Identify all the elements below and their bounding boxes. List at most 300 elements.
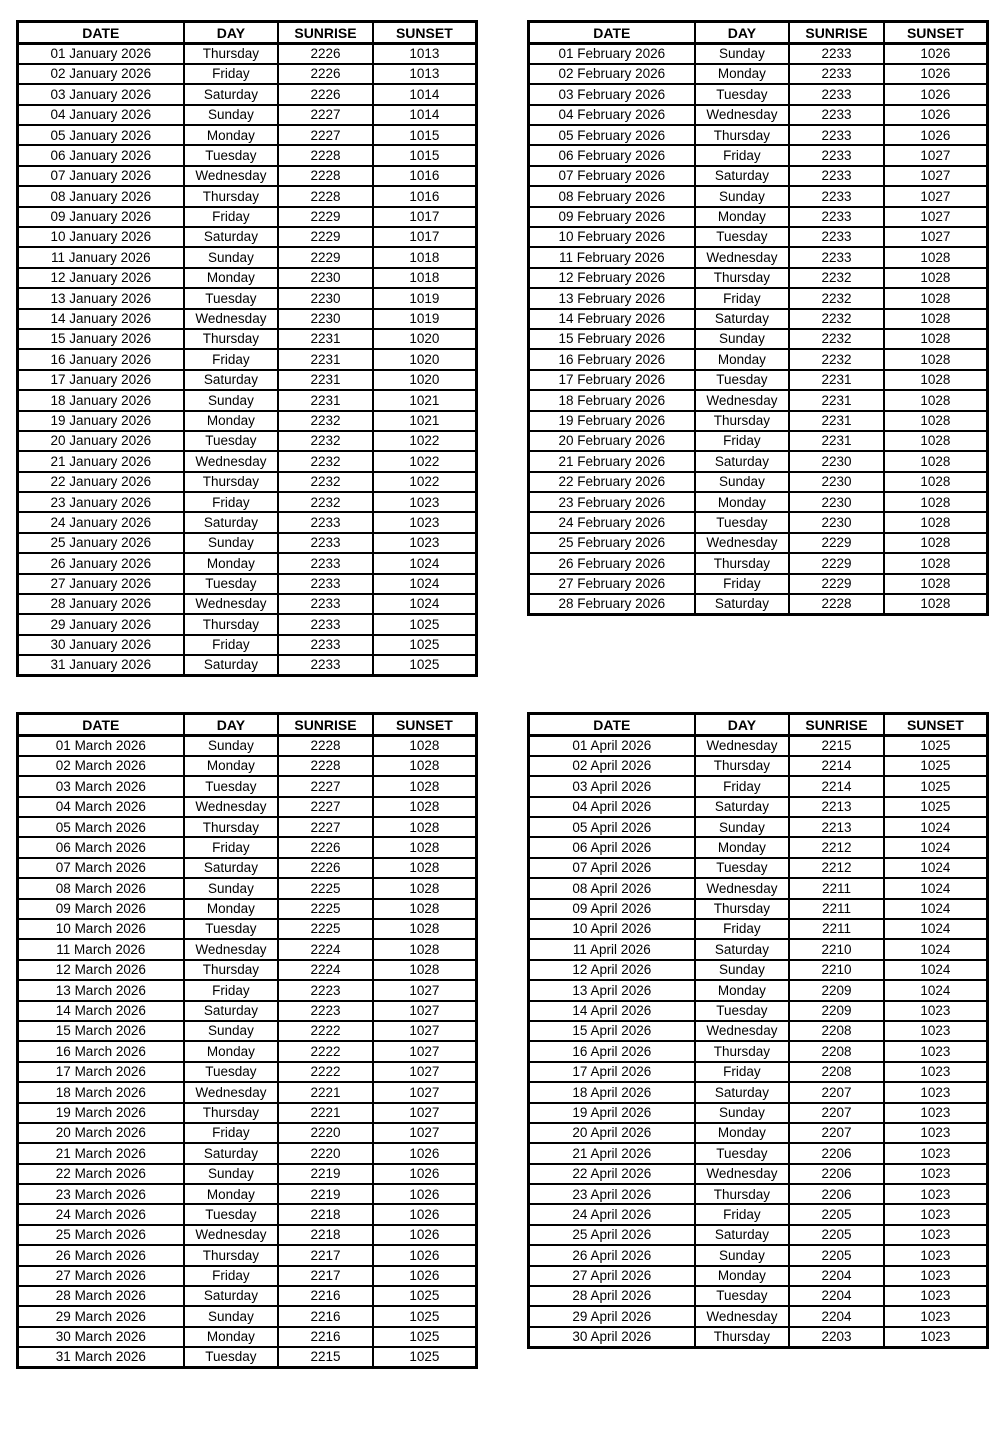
sunset-cell: 1028 <box>373 960 477 980</box>
day-cell: Monday <box>695 980 790 1000</box>
table-row <box>529 756 988 776</box>
sunrise-cell: 2206 <box>789 1164 884 1184</box>
day-cell: Tuesday <box>184 919 279 939</box>
sunset-cell: 1026 <box>884 64 988 84</box>
table-row <box>529 349 988 369</box>
day-cell: Tuesday <box>184 776 279 796</box>
table-row <box>18 533 477 553</box>
table-row <box>529 837 988 857</box>
sunrise-cell: 2217 <box>278 1245 373 1265</box>
day-cell: Thursday <box>695 268 790 288</box>
sunset-cell: 1028 <box>884 349 988 369</box>
table-row <box>18 1021 477 1041</box>
sunrise-cell: 2233 <box>789 125 884 145</box>
sunrise-cell: 2222 <box>278 1062 373 1082</box>
sunrise-cell: 2212 <box>789 837 884 857</box>
sunrise-cell: 2205 <box>789 1225 884 1245</box>
date-cell: 19 March 2026 <box>18 1103 184 1123</box>
date-cell: 13 April 2026 <box>529 980 695 1000</box>
date-cell: 02 March 2026 <box>18 756 184 776</box>
sunrise-cell: 2209 <box>789 980 884 1000</box>
header-row <box>529 714 988 736</box>
sunset-cell: 1018 <box>373 247 477 267</box>
sunrise-cell: 2222 <box>278 1021 373 1041</box>
sunrise-cell: 2228 <box>278 145 373 165</box>
sunrise-cell: 2220 <box>278 1123 373 1143</box>
table-row <box>529 207 988 227</box>
day-cell: Wednesday <box>184 451 279 471</box>
sunset-cell: 1028 <box>373 878 477 898</box>
table-row <box>18 145 477 165</box>
date-cell: 09 March 2026 <box>18 899 184 919</box>
sunset-cell: 1026 <box>884 84 988 104</box>
table-row <box>529 1143 988 1163</box>
date-cell: 19 February 2026 <box>529 411 695 431</box>
day-cell: Monday <box>695 64 790 84</box>
sunset-cell: 1023 <box>884 1103 988 1123</box>
date-cell: 19 April 2026 <box>529 1103 695 1123</box>
sunrise-cell: 2230 <box>789 492 884 512</box>
sunset-cell: 1023 <box>884 1306 988 1326</box>
sunrise-cell: 2211 <box>789 878 884 898</box>
table-row <box>529 390 988 410</box>
day-cell: Friday <box>184 349 279 369</box>
sunrise-cell: 2230 <box>789 451 884 471</box>
day-cell: Tuesday <box>695 512 790 532</box>
sunset-cell: 1018 <box>373 268 477 288</box>
day-cell: Monday <box>695 837 790 857</box>
header-row <box>529 22 988 44</box>
day-cell: Thursday <box>184 817 279 837</box>
day-cell: Monday <box>695 1266 790 1286</box>
date-cell: 15 April 2026 <box>529 1021 695 1041</box>
sunrise-cell: 2226 <box>278 837 373 857</box>
sunset-cell: 1023 <box>884 1327 988 1347</box>
table-row <box>18 1001 477 1021</box>
day-cell: Monday <box>695 349 790 369</box>
sunset-cell: 1022 <box>373 431 477 451</box>
column-header: SUNSET <box>373 22 477 44</box>
sunset-cell: 1026 <box>884 105 988 125</box>
table-row <box>18 1143 477 1163</box>
sunset-cell: 1023 <box>884 1001 988 1021</box>
day-cell: Tuesday <box>184 1347 279 1367</box>
sunrise-cell: 2227 <box>278 776 373 796</box>
sunset-cell: 1028 <box>884 329 988 349</box>
day-cell: Tuesday <box>695 370 790 390</box>
table-row <box>529 919 988 939</box>
table-row <box>18 247 477 267</box>
day-cell: Tuesday <box>695 1143 790 1163</box>
day-cell: Wednesday <box>184 797 279 817</box>
table-row <box>529 492 988 512</box>
day-cell: Monday <box>184 553 279 573</box>
date-cell: 05 January 2026 <box>18 125 184 145</box>
day-cell: Tuesday <box>695 1286 790 1306</box>
date-cell: 03 February 2026 <box>529 84 695 104</box>
date-cell: 01 March 2026 <box>18 736 184 756</box>
day-cell: Saturday <box>184 858 279 878</box>
table-row <box>18 1123 477 1143</box>
date-cell: 29 March 2026 <box>18 1306 184 1326</box>
sunset-cell: 1025 <box>884 736 988 756</box>
sunset-cell: 1026 <box>373 1143 477 1163</box>
day-cell: Monday <box>184 1041 279 1061</box>
day-cell: Sunday <box>184 736 279 756</box>
sunset-cell: 1023 <box>373 492 477 512</box>
sunset-cell: 1023 <box>884 1286 988 1306</box>
date-cell: 06 April 2026 <box>529 837 695 857</box>
date-cell: 24 January 2026 <box>18 512 184 532</box>
table-row <box>18 105 477 125</box>
date-cell: 22 February 2026 <box>529 472 695 492</box>
sunset-cell: 1023 <box>373 533 477 553</box>
day-cell: Wednesday <box>184 166 279 186</box>
date-cell: 20 April 2026 <box>529 1123 695 1143</box>
table-row <box>529 247 988 267</box>
sunset-cell: 1013 <box>373 64 477 84</box>
day-cell: Monday <box>184 1184 279 1204</box>
day-cell: Thursday <box>184 44 279 64</box>
sunset-cell: 1023 <box>884 1021 988 1041</box>
sunset-cell: 1028 <box>373 899 477 919</box>
table-row <box>529 44 988 64</box>
date-cell: 16 April 2026 <box>529 1041 695 1061</box>
day-cell: Thursday <box>695 1327 790 1347</box>
sunrise-cell: 2204 <box>789 1306 884 1326</box>
sunrise-cell: 2224 <box>278 960 373 980</box>
sunrise-cell: 2226 <box>278 64 373 84</box>
sunrise-cell: 2233 <box>789 44 884 64</box>
table-row <box>529 797 988 817</box>
day-cell: Thursday <box>695 756 790 776</box>
sunrise-cell: 2223 <box>278 980 373 1000</box>
table-row <box>18 1286 477 1306</box>
table-row <box>18 349 477 369</box>
sunset-cell: 1024 <box>884 878 988 898</box>
sunrise-cell: 2215 <box>278 1347 373 1367</box>
sunset-cell: 1023 <box>884 1143 988 1163</box>
sunset-cell: 1025 <box>373 655 477 675</box>
day-cell: Thursday <box>695 125 790 145</box>
sunrise-cell: 2208 <box>789 1021 884 1041</box>
sunrise-cell: 2231 <box>789 411 884 431</box>
day-cell: Wednesday <box>695 247 790 267</box>
sunset-cell: 1015 <box>373 145 477 165</box>
sunrise-cell: 2219 <box>278 1184 373 1204</box>
sunset-cell: 1028 <box>373 837 477 857</box>
date-cell: 28 March 2026 <box>18 1286 184 1306</box>
sunset-cell: 1028 <box>884 288 988 308</box>
date-cell: 06 January 2026 <box>18 145 184 165</box>
date-cell: 04 February 2026 <box>529 105 695 125</box>
day-cell: Sunday <box>695 472 790 492</box>
sunrise-cell: 2216 <box>278 1286 373 1306</box>
table-row <box>18 309 477 329</box>
sunrise-cell: 2206 <box>789 1143 884 1163</box>
date-cell: 25 April 2026 <box>529 1225 695 1245</box>
day-cell: Wednesday <box>184 309 279 329</box>
sunrise-cell: 2225 <box>278 919 373 939</box>
sunrise-cell: 2233 <box>789 145 884 165</box>
sunrise-cell: 2227 <box>278 817 373 837</box>
day-cell: Tuesday <box>184 288 279 308</box>
sunrise-cell: 2228 <box>278 186 373 206</box>
sunrise-cell: 2233 <box>278 553 373 573</box>
sunrise-cell: 2227 <box>278 797 373 817</box>
sunset-cell: 1028 <box>884 247 988 267</box>
table-row <box>18 817 477 837</box>
day-cell: Thursday <box>695 553 790 573</box>
table-row <box>18 1164 477 1184</box>
date-cell: 06 March 2026 <box>18 837 184 857</box>
table-row <box>18 960 477 980</box>
sunrise-cell: 2214 <box>789 776 884 796</box>
sunrise-cell: 2233 <box>278 594 373 614</box>
table-row <box>18 512 477 532</box>
sunset-cell: 1028 <box>884 309 988 329</box>
sunset-cell: 1019 <box>373 309 477 329</box>
sunrise-cell: 2233 <box>789 64 884 84</box>
day-cell: Thursday <box>184 472 279 492</box>
date-cell: 17 January 2026 <box>18 370 184 390</box>
sunrise-cell: 2207 <box>789 1082 884 1102</box>
sunrise-cell: 2233 <box>789 207 884 227</box>
date-cell: 23 February 2026 <box>529 492 695 512</box>
sunrise-cell: 2222 <box>278 1041 373 1061</box>
date-cell: 14 April 2026 <box>529 1001 695 1021</box>
sunset-cell: 1019 <box>373 288 477 308</box>
day-cell: Saturday <box>184 84 279 104</box>
sunrise-cell: 2224 <box>278 939 373 959</box>
sunrise-sunset-table-january <box>16 20 478 677</box>
day-cell: Friday <box>695 776 790 796</box>
table-row <box>18 574 477 594</box>
table-row <box>529 980 988 1000</box>
date-cell: 18 April 2026 <box>529 1082 695 1102</box>
day-cell: Monday <box>184 1327 279 1347</box>
day-cell: Wednesday <box>184 594 279 614</box>
sunrise-cell: 2221 <box>278 1082 373 1102</box>
column-header: SUNRISE <box>278 714 373 736</box>
day-cell: Sunday <box>184 878 279 898</box>
sunrise-cell: 2206 <box>789 1184 884 1204</box>
sunset-cell: 1023 <box>884 1204 988 1224</box>
date-cell: 11 March 2026 <box>18 939 184 959</box>
date-cell: 12 January 2026 <box>18 268 184 288</box>
sunrise-cell: 2230 <box>278 309 373 329</box>
sunrise-sunset-table-february <box>527 20 989 616</box>
sunrise-sunset-table-april <box>527 712 989 1349</box>
date-cell: 26 April 2026 <box>529 1245 695 1265</box>
sunrise-cell: 2231 <box>278 329 373 349</box>
sunset-cell: 1027 <box>884 207 988 227</box>
date-cell: 30 January 2026 <box>18 635 184 655</box>
day-cell: Wednesday <box>695 105 790 125</box>
date-cell: 12 February 2026 <box>529 268 695 288</box>
sunrise-cell: 2232 <box>789 288 884 308</box>
sunrise-cell: 2216 <box>278 1327 373 1347</box>
table-row <box>529 227 988 247</box>
sunrise-cell: 2231 <box>278 370 373 390</box>
date-cell: 29 April 2026 <box>529 1306 695 1326</box>
day-cell: Tuesday <box>695 858 790 878</box>
day-cell: Saturday <box>695 1082 790 1102</box>
day-cell: Monday <box>184 756 279 776</box>
day-cell: Saturday <box>695 451 790 471</box>
sunset-cell: 1024 <box>884 980 988 1000</box>
table-row <box>529 1266 988 1286</box>
date-cell: 18 March 2026 <box>18 1082 184 1102</box>
table-row <box>529 1245 988 1265</box>
date-cell: 27 March 2026 <box>18 1266 184 1286</box>
date-cell: 10 January 2026 <box>18 227 184 247</box>
table-row <box>529 1062 988 1082</box>
day-cell: Sunday <box>184 1164 279 1184</box>
table-row <box>529 84 988 104</box>
column-header: SUNRISE <box>789 22 884 44</box>
day-cell: Wednesday <box>695 533 790 553</box>
table-row <box>529 186 988 206</box>
sunset-cell: 1028 <box>884 574 988 594</box>
sunset-cell: 1027 <box>373 1021 477 1041</box>
day-cell: Thursday <box>184 960 279 980</box>
date-cell: 30 April 2026 <box>529 1327 695 1347</box>
sunset-cell: 1028 <box>373 858 477 878</box>
header-row <box>18 22 477 44</box>
sunrise-cell: 2223 <box>278 1001 373 1021</box>
sunrise-cell: 2232 <box>278 451 373 471</box>
sunset-cell: 1028 <box>884 411 988 431</box>
date-cell: 03 March 2026 <box>18 776 184 796</box>
date-cell: 31 January 2026 <box>18 655 184 675</box>
sunset-cell: 1025 <box>884 756 988 776</box>
sunrise-cell: 2225 <box>278 899 373 919</box>
sunrise-cell: 2228 <box>278 166 373 186</box>
sunrise-cell: 2229 <box>789 533 884 553</box>
sunrise-cell: 2233 <box>278 635 373 655</box>
day-cell: Sunday <box>695 1245 790 1265</box>
table-row <box>529 1164 988 1184</box>
date-cell: 17 April 2026 <box>529 1062 695 1082</box>
table-row <box>18 84 477 104</box>
day-cell: Saturday <box>184 1143 279 1163</box>
table-row <box>18 736 477 756</box>
day-cell: Friday <box>184 492 279 512</box>
day-cell: Monday <box>695 1123 790 1143</box>
day-cell: Sunday <box>695 817 790 837</box>
table-row <box>18 837 477 857</box>
day-cell: Saturday <box>184 655 279 675</box>
table-row <box>18 492 477 512</box>
table-row <box>18 1306 477 1326</box>
sunset-cell: 1028 <box>884 553 988 573</box>
date-cell: 11 April 2026 <box>529 939 695 959</box>
date-cell: 18 January 2026 <box>18 390 184 410</box>
column-header: DAY <box>184 714 279 736</box>
sunrise-cell: 2210 <box>789 960 884 980</box>
date-cell: 06 February 2026 <box>529 145 695 165</box>
sunset-cell: 1027 <box>373 1062 477 1082</box>
table-row <box>529 1041 988 1061</box>
sunrise-cell: 2221 <box>278 1103 373 1123</box>
table-row <box>529 1123 988 1143</box>
sunrise-cell: 2227 <box>278 105 373 125</box>
sunrise-cell: 2232 <box>789 309 884 329</box>
day-cell: Sunday <box>695 1103 790 1123</box>
date-cell: 03 January 2026 <box>18 84 184 104</box>
table-row <box>18 44 477 64</box>
day-cell: Monday <box>184 899 279 919</box>
date-cell: 21 January 2026 <box>18 451 184 471</box>
sunset-cell: 1024 <box>884 899 988 919</box>
date-cell: 08 April 2026 <box>529 878 695 898</box>
table-row <box>529 288 988 308</box>
date-cell: 20 February 2026 <box>529 431 695 451</box>
day-cell: Wednesday <box>184 939 279 959</box>
day-cell: Wednesday <box>184 1225 279 1245</box>
table-row <box>18 1062 477 1082</box>
sunset-cell: 1028 <box>373 736 477 756</box>
day-cell: Tuesday <box>695 227 790 247</box>
sunset-cell: 1028 <box>884 533 988 553</box>
table-row <box>529 451 988 471</box>
sunset-cell: 1024 <box>884 939 988 959</box>
table-row <box>18 451 477 471</box>
sunset-cell: 1027 <box>373 1082 477 1102</box>
day-cell: Tuesday <box>184 1204 279 1224</box>
day-cell: Friday <box>695 431 790 451</box>
sunset-cell: 1027 <box>373 1001 477 1021</box>
day-cell: Saturday <box>695 1225 790 1245</box>
column-header: SUNSET <box>884 22 988 44</box>
day-cell: Saturday <box>184 512 279 532</box>
date-cell: 13 January 2026 <box>18 288 184 308</box>
table-row <box>529 960 988 980</box>
table-row <box>18 919 477 939</box>
sunset-cell: 1025 <box>884 776 988 796</box>
sunrise-cell: 2230 <box>789 512 884 532</box>
date-cell: 19 January 2026 <box>18 411 184 431</box>
table-row <box>18 1327 477 1347</box>
header-row <box>18 714 477 736</box>
date-cell: 23 January 2026 <box>18 492 184 512</box>
sunset-cell: 1023 <box>884 1123 988 1143</box>
table-row <box>18 370 477 390</box>
sunrise-cell: 2228 <box>278 736 373 756</box>
table-row <box>529 370 988 390</box>
sunset-cell: 1023 <box>884 1082 988 1102</box>
sunset-cell: 1023 <box>884 1245 988 1265</box>
sunset-cell: 1028 <box>884 268 988 288</box>
day-cell: Friday <box>695 145 790 165</box>
sunset-cell: 1020 <box>373 370 477 390</box>
day-cell: Saturday <box>184 1001 279 1021</box>
sunset-cell: 1028 <box>884 512 988 532</box>
day-cell: Friday <box>695 574 790 594</box>
sunset-cell: 1023 <box>884 1184 988 1204</box>
day-cell: Thursday <box>695 411 790 431</box>
date-cell: 17 February 2026 <box>529 370 695 390</box>
day-cell: Saturday <box>184 370 279 390</box>
sunset-cell: 1020 <box>373 349 477 369</box>
date-cell: 12 March 2026 <box>18 960 184 980</box>
table-row <box>529 1306 988 1326</box>
sunrise-cell: 2220 <box>278 1143 373 1163</box>
table-row <box>18 756 477 776</box>
sunset-cell: 1025 <box>884 797 988 817</box>
date-cell: 20 January 2026 <box>18 431 184 451</box>
